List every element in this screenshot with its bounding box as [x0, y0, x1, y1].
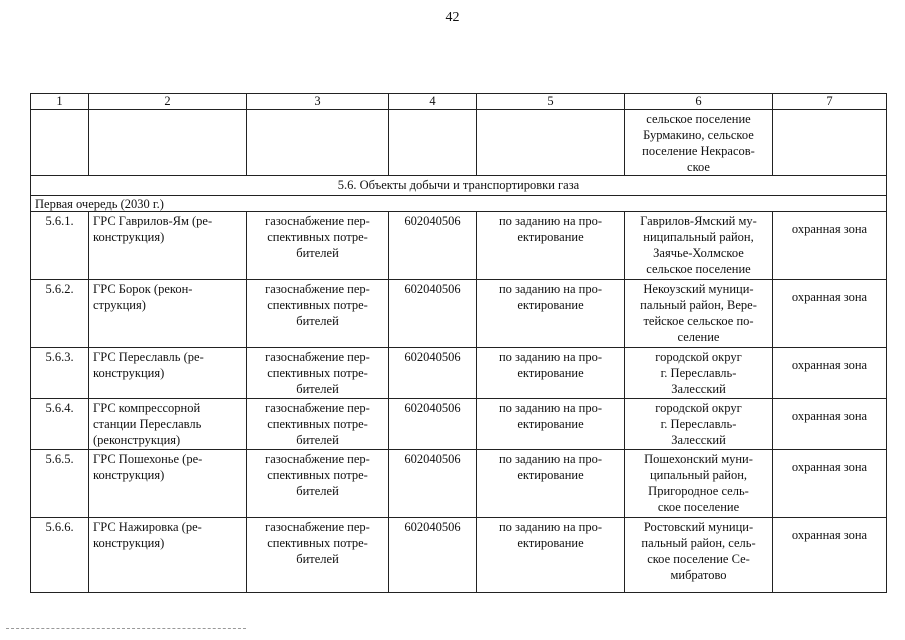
text-line: ципальный район, [649, 468, 748, 482]
text-line: ГРС компрессорной [93, 401, 201, 415]
text-line: бителей [296, 433, 339, 447]
facility-name [89, 348, 247, 399]
text-line: ГРС Гаврилов-Ям (ре- [93, 214, 213, 228]
text-line: ектирование [517, 366, 584, 380]
text-line: по заданию на про- [498, 214, 602, 228]
cell-empty [389, 110, 477, 176]
text-line: Пошехонский муни- [644, 452, 753, 466]
facility-name [89, 518, 247, 593]
facility-status [477, 212, 625, 280]
text-line: ниципальный район, [643, 230, 754, 244]
text-line: ГРС Борок (рекон- [93, 282, 193, 296]
text-line: станции Переславль [93, 417, 202, 431]
facility-code: 602040506 [389, 348, 477, 399]
text-line: Пригородное сель- [648, 484, 749, 498]
table-row [31, 450, 887, 518]
row-number: 5.6.5. [31, 450, 89, 518]
section-row [31, 176, 887, 196]
facility-status [477, 280, 625, 348]
text-line: городской округ [655, 401, 742, 415]
text-line: спективных потре- [267, 366, 368, 380]
text-line: бителей [296, 382, 339, 396]
facility-code: 602040506 [389, 212, 477, 280]
phase-row [31, 196, 887, 212]
column-number-row [31, 94, 887, 110]
facility-name [89, 280, 247, 348]
row-number: 5.6.6. [31, 518, 89, 593]
text-line: Залесский [671, 382, 726, 396]
table-row [31, 518, 887, 593]
cell-empty [247, 110, 389, 176]
text-line: Гаврилов-Ямский му- [640, 214, 757, 228]
text-line: ГРС Переславль (ре- [93, 350, 204, 364]
text-line: спективных потре- [267, 536, 368, 550]
text-line: селение [677, 330, 720, 344]
text-line: г. Переславль- [660, 366, 737, 380]
text-line: ское поселение Се- [647, 552, 750, 566]
facility-code: 602040506 [389, 450, 477, 518]
column-number: 2 [89, 94, 247, 110]
text-line: Некоузский муници- [643, 282, 754, 296]
text-line: бителей [296, 552, 339, 566]
cell-empty [477, 110, 625, 176]
text-line: по заданию на про- [498, 520, 602, 534]
scan-edge-mark [6, 628, 246, 630]
facility-code: 602040506 [389, 399, 477, 450]
text-line: тейское сельское по- [643, 314, 754, 328]
text-line: ектирование [517, 417, 584, 431]
protection-zone: охранная зона [773, 518, 887, 593]
text-line: газоснабжение пер- [265, 401, 370, 415]
text-line: бителей [296, 246, 339, 260]
facility-purpose [247, 450, 389, 518]
column-number: 4 [389, 94, 477, 110]
text-line: бителей [296, 484, 339, 498]
text-line: ектирование [517, 298, 584, 312]
text-line: газоснабжение пер- [265, 452, 370, 466]
continuation-location [625, 110, 773, 176]
facilities-table [30, 93, 887, 593]
text-line: спективных потре- [267, 468, 368, 482]
cell-empty [89, 110, 247, 176]
text-line: газоснабжение пер- [265, 350, 370, 364]
text-line: спективных потре- [267, 417, 368, 431]
text-line: конструкция) [93, 366, 165, 380]
text-line: спективных потре- [267, 298, 368, 312]
table-row [31, 280, 887, 348]
text-line: струкция) [93, 298, 146, 312]
facility-location [625, 450, 773, 518]
text-line: конструкция) [93, 468, 165, 482]
text-line: по заданию на про- [498, 282, 602, 296]
facility-name [89, 212, 247, 280]
table-row [31, 212, 887, 280]
text-line: конструкция) [93, 536, 165, 550]
table-row [31, 399, 887, 450]
facilities-table-container [30, 93, 886, 593]
text-line: Бурмакино, сельское [643, 128, 754, 142]
text-line: ГРС Пошехонье (ре- [93, 452, 203, 466]
text-line: ское [687, 160, 710, 174]
column-number: 3 [247, 94, 389, 110]
column-number: 1 [31, 94, 89, 110]
text-line: газоснабжение пер- [265, 282, 370, 296]
text-line: городской округ [655, 350, 742, 364]
text-line: г. Переславль- [660, 417, 737, 431]
cell-empty [773, 110, 887, 176]
facility-code: 602040506 [389, 280, 477, 348]
column-number: 6 [625, 94, 773, 110]
protection-zone: охранная зона [773, 348, 887, 399]
facility-location [625, 518, 773, 593]
text-line: ектирование [517, 230, 584, 244]
facility-status [477, 348, 625, 399]
text-line: ГРС Нажировка (ре- [93, 520, 202, 534]
text-line: по заданию на про- [498, 452, 602, 466]
text-line: ское поселение [657, 500, 740, 514]
text-line: Заячье-Холмское [653, 246, 744, 260]
facility-location [625, 212, 773, 280]
text-line: Ростовский муници- [643, 520, 754, 534]
text-line: поселение Некрасов- [642, 144, 755, 158]
table-row [31, 348, 887, 399]
facility-location [625, 399, 773, 450]
protection-zone: охранная зона [773, 399, 887, 450]
row-number: 5.6.2. [31, 280, 89, 348]
text-line: пальный район, сель- [641, 536, 756, 550]
facility-purpose [247, 518, 389, 593]
row-number: 5.6.4. [31, 399, 89, 450]
facility-status [477, 399, 625, 450]
facility-code: 602040506 [389, 518, 477, 593]
facility-purpose [247, 399, 389, 450]
page-number: 42 [445, 10, 460, 25]
facility-location [625, 348, 773, 399]
section-title: 5.6. Объекты добычи и транспортировки газа [31, 176, 887, 196]
text-line: газоснабжение пер- [265, 214, 370, 228]
column-number: 7 [773, 94, 887, 110]
facility-status [477, 518, 625, 593]
protection-zone: охранная зона [773, 212, 887, 280]
cell-empty [31, 110, 89, 176]
text-line: (реконструкция) [93, 433, 181, 447]
protection-zone: охранная зона [773, 450, 887, 518]
text-line: конструкция) [93, 230, 165, 244]
facility-purpose [247, 280, 389, 348]
text-line: сельское поселение [646, 262, 751, 276]
phase-label: Первая очередь (2030 г.) [31, 196, 887, 212]
text-line: пальный район, Вере- [640, 298, 757, 312]
column-number: 5 [477, 94, 625, 110]
facility-purpose [247, 348, 389, 399]
text-line: ектирование [517, 468, 584, 482]
text-line: ектирование [517, 536, 584, 550]
facility-name [89, 450, 247, 518]
text-line: по заданию на про- [498, 350, 602, 364]
protection-zone: охранная зона [773, 280, 887, 348]
text-line: спективных потре- [267, 230, 368, 244]
text-line: Залесский [671, 433, 726, 447]
facility-name [89, 399, 247, 450]
text-line: газоснабжение пер- [265, 520, 370, 534]
facility-location [625, 280, 773, 348]
row-number: 5.6.3. [31, 348, 89, 399]
text-line: бителей [296, 314, 339, 328]
row-number: 5.6.1. [31, 212, 89, 280]
facility-status [477, 450, 625, 518]
continuation-row [31, 110, 887, 176]
facility-purpose [247, 212, 389, 280]
text-line: по заданию на про- [498, 401, 602, 415]
text-line: мибратово [670, 568, 727, 582]
text-line: сельское поселение [646, 112, 751, 126]
